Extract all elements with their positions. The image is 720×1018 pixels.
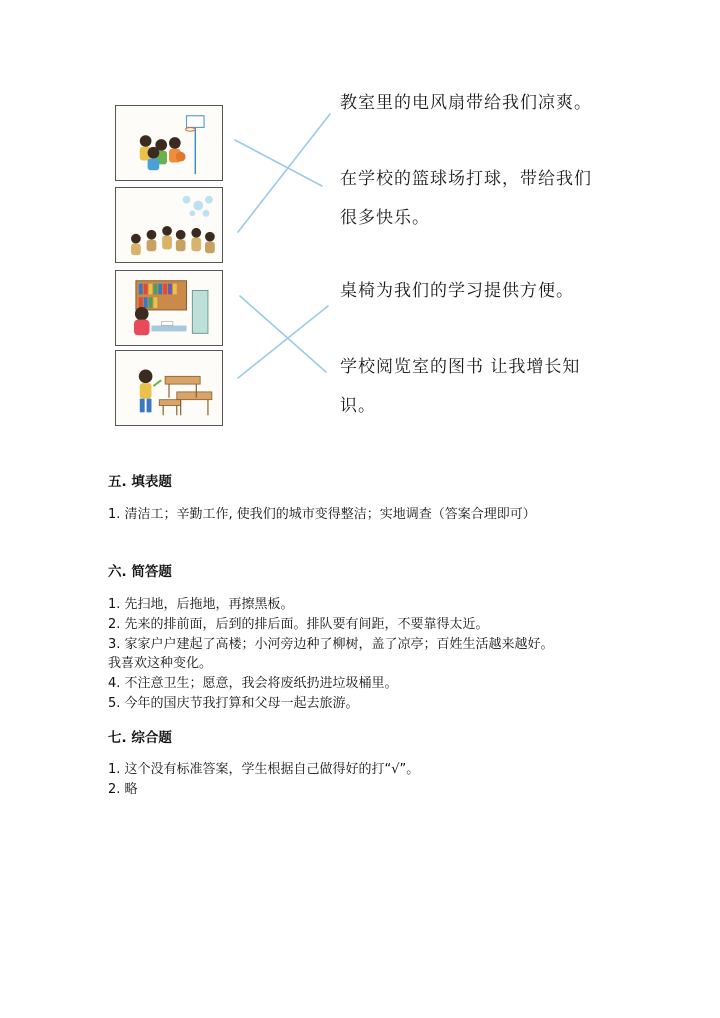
section-heading-comprehensive: 七. 综合题: [108, 730, 172, 746]
answer-line: 1. 清洁工；辛勤工作, 使我们的城市变得整洁；实地调查（答案合理即可）: [108, 507, 536, 522]
answer-line: 4. 不注意卫生；愿意，我会将废纸扔进垃圾桶里。: [108, 676, 398, 692]
children-group: [140, 135, 186, 170]
match-line-2: [238, 114, 330, 232]
statement-line: 很多快乐。: [340, 208, 430, 228]
answer-line: 3. 家家户户建起了高楼；小河旁边种了柳树，盖了凉亭；百姓生活越来越好。: [108, 636, 554, 652]
section-answers-comprehensive: [108, 760, 419, 800]
answer-line: 2. 略: [108, 781, 138, 797]
statement-line: 识。: [340, 396, 376, 416]
answer-line: 5. 今年的国庆节我打算和父母一起去旅游。: [108, 695, 359, 711]
section-answers-fill-table: [108, 505, 536, 525]
match-line-3: [240, 296, 326, 372]
seated-children: [131, 226, 215, 255]
answer-line: 我喜欢这种变化。: [108, 656, 213, 672]
picture-desks: [115, 350, 223, 426]
answer-line: 2. 先来的排前面，后到的排后面。排队要有间距，不要靠得太近。: [108, 616, 489, 632]
section-heading-fill-table: 五. 填表题: [108, 474, 172, 490]
picture-basketball: [115, 105, 223, 181]
statement-line: 学校阅览室的图书 让我增长知: [340, 357, 581, 377]
statement-line: 桌椅为我们的学习提供方便。: [340, 281, 574, 301]
statement-line: 教室里的电风扇带给我们凉爽。: [340, 93, 592, 113]
answer-line: 1. 先扫地，后拖地，再擦黑板。: [108, 597, 294, 612]
statement-desks: [340, 272, 574, 311]
statement-basketball: [340, 160, 592, 238]
section-heading-short-answer: 六. 简答题: [108, 564, 172, 580]
match-line-4: [238, 306, 328, 378]
statement-fan: [340, 84, 592, 123]
picture-reading-group: [115, 187, 223, 263]
statement-books: [340, 348, 580, 426]
picture-library: [115, 270, 223, 346]
section-answers-short-answer: [108, 595, 554, 714]
statement-line: 在学校的篮球场打球，带给我们: [340, 169, 592, 189]
answer-line: 1. 这个没有标准答案，学生根据自己做得好的打“√”。: [108, 762, 420, 777]
